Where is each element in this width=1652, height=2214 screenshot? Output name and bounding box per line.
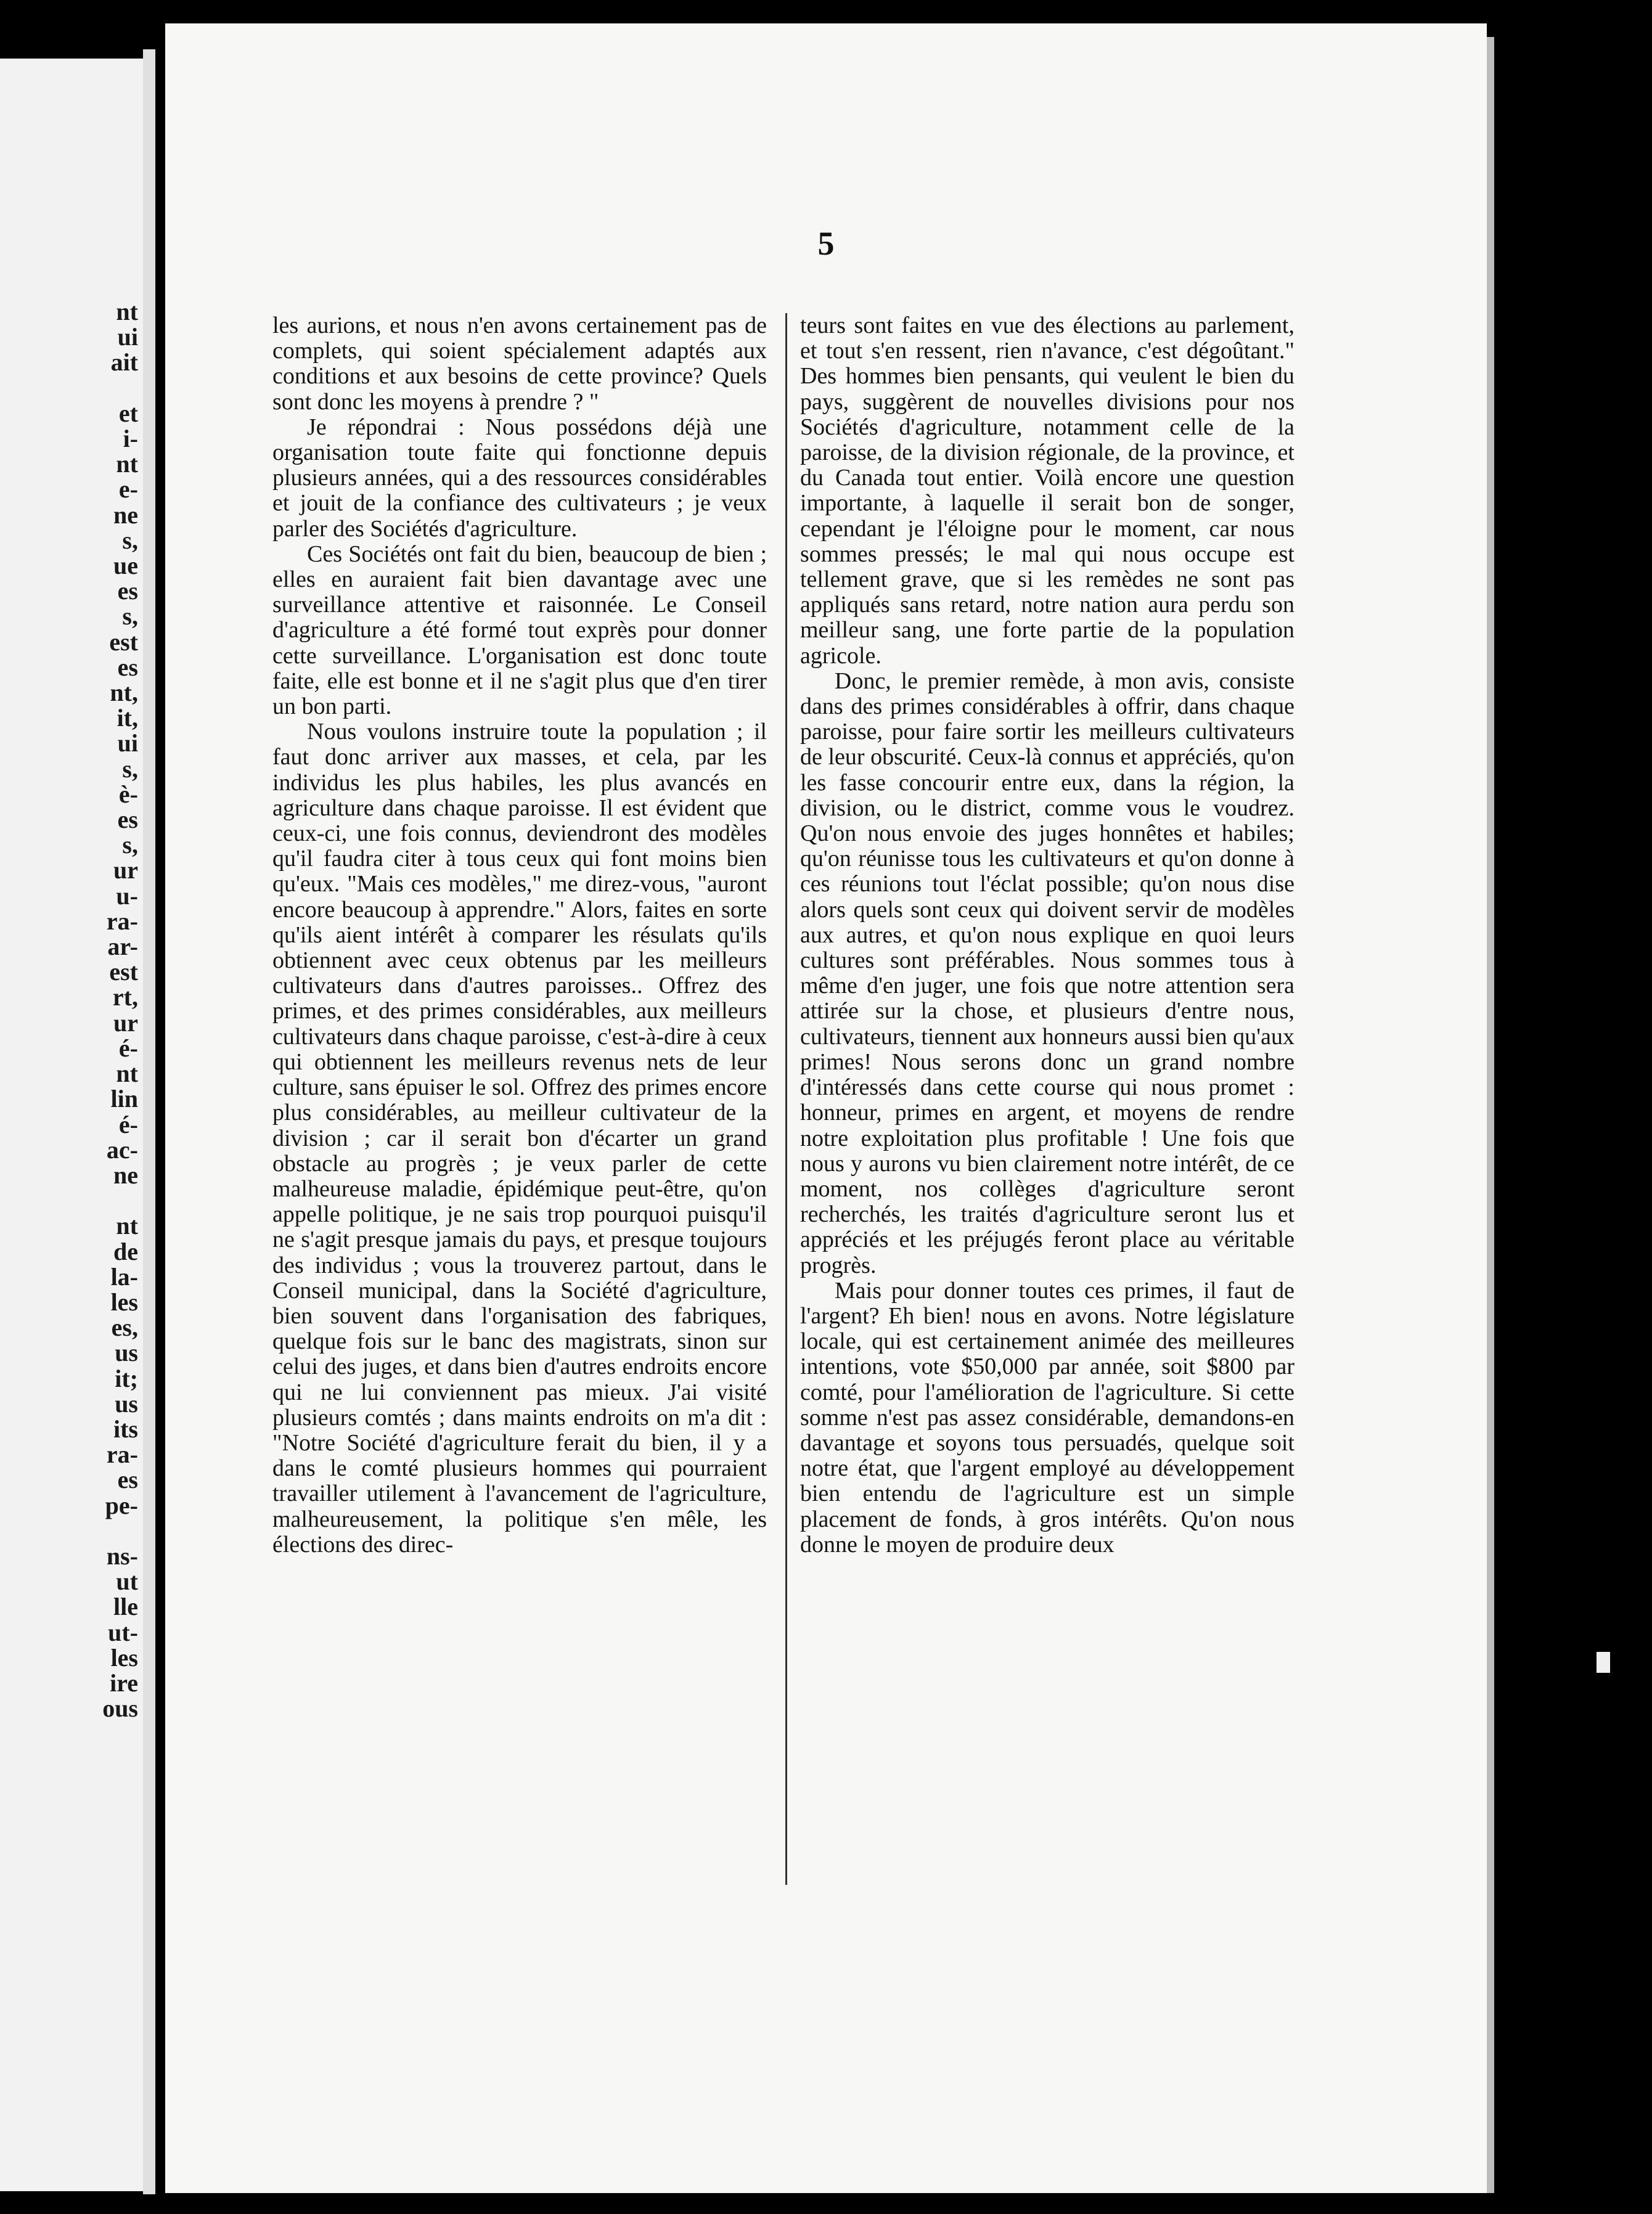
fragment-line — [64, 1188, 138, 1213]
fragment-line: ns- — [106, 1542, 138, 1570]
paragraph: teurs sont faites en vue des élections au parlement, et tout s'en ressent, rien n'avance, c'est dégoûtant." Des hommes bien pensants, qui veulent le bien du pays, suggèrent de nouvelles divisions pour nos Sociétés d'agriculture, notamment celle de la paroisse, de la division régionale, de la province, et du Canada tout entier. Voilà encore une question importante, à laquelle il serait bon de songer, cependant je l'éloigne pour le moment, car nous sommes pressés; le mal qui nous occupe est tellement grave, que si les remèdes ne sont pas appliqués sans retard, notre nation aura perdu son meilleur sang, une forte partie de la population agricole. — [800, 312, 1294, 669]
paragraph: Je répondrai : Nous possédons déjà une organisation toute faite qui fonctionne depuis plusieurs années, qui a des ressources considérables et jouit de la confiance des cultivateurs ; je veux parler des Sociétés d'agriculture. — [272, 414, 767, 542]
text-column-left — [272, 313, 767, 1558]
fragment-line: it, — [117, 704, 138, 732]
paragraph: Nous voulons instruire toute la population ; il faut donc arriver aux masses, et cela, par les individus les plus habiles, les plus avancés en agriculture dans chaque paroisse. Il est évident que ceux-ci, une fois connus, deviendront des modèles qu'il faudra citer à tous ceux qui font moins bien qu'eux. "Mais ces modèles," me direz-vous, "auront encore beaucoup à apprendre." Alors, faites en sorte qu'ils aient intérêt à comparer les résulats qu'ils obtiennent avec ceux obtenus par les meilleurs cultivateurs dans d'autres paroisses.. Offrez des primes, et des primes considérables, aux meilleurs cultivateurs dans chaque paroisse, c'est-à-dire à ceux qui obtiennent les meilleurs revenus nets de leur culture, sans épuiser le sol. Offrez des primes encore plus considérables, au meilleur cultivateur de la division ; car il serait bon d'écarter un grand obstacle au progrès ; je veux parler de cette malheureuse maladie, épidémique peut-être, qu'on appelle politique, je ne sais trop pourquoi puisqu'il ne s'agit presque jamais du pays, et presque toujours des individus ; vous la trouverez partout, dans le Conseil municipal, dans la Société d'agriculture, bien souvent dans l'organisation des fabriques, quelque fois sur le banc des magistrats, sinon sur celui des juges, et dans bien d'autres endroits encore qui ne lui conviennent pas mieux. J'ai visité plusieurs comtés ; dans maints endroits on m'a dit : "Notre Société d'agriculture ferait du bien, il y a dans le comté plusieurs hommes qui pourraient travailler utilement à l'avancement de l'agriculture, malheureusement, la politique s'en mêle, les élections des direc- — [272, 719, 767, 1558]
scan-speck — [1597, 1652, 1610, 1673]
fragment-line: ait — [110, 348, 138, 377]
facing-page-text-fragment — [64, 299, 138, 1721]
page-shadow — [1487, 37, 1494, 2193]
fragment-line: rt, — [112, 983, 138, 1011]
document-page — [165, 23, 1487, 2193]
paragraph: Mais pour donner toutes ces primes, il faut de l'argent? Eh bien! nous en avons. Notre législature locale, qui est certainement animée des meilleures intentions, vote $50,000 par année, soit $800 par comté, pour l'amélioration de l'agriculture. Si cette somme n'est pas assez considérable, demandons-en davantage et soyons tous persuadés, quelque soit notre état, que l'argent employé au développement bien entendu de l'agriculture est un simple placement de fonds, à gros intérêts. Qu'on nous donne le moyen de produire deux — [800, 1277, 1294, 1558]
fragment-line: e- — [118, 475, 138, 504]
fragment-line: ut- — [108, 1618, 138, 1646]
fragment-line: nt, — [110, 679, 138, 707]
fragment-line: ra- — [106, 1440, 138, 1469]
fragment-line: s, — [122, 754, 138, 783]
fragment-line: its — [113, 1415, 138, 1443]
text-column-right — [800, 313, 1294, 1558]
fragment-line: ous — [102, 1694, 138, 1723]
fragment-line: es — [117, 577, 138, 605]
fragment-line: lle — [113, 1593, 138, 1621]
fragment-line: et — [118, 399, 138, 427]
fragment-line: it; — [115, 1364, 138, 1392]
fragment-line: ui — [117, 323, 138, 351]
fragment-line: les — [110, 1643, 138, 1672]
fragment-line: us — [115, 1339, 138, 1367]
fragment-line: nt — [116, 1212, 138, 1240]
fragment-line: s, — [122, 526, 138, 554]
fragment-line: i- — [123, 425, 138, 453]
fragment-line: es — [117, 806, 138, 834]
fragment-line: ar- — [107, 933, 138, 961]
fragment-line: ire — [110, 1669, 138, 1697]
fragment-line: nt — [116, 1060, 138, 1088]
page-number: 5 — [817, 225, 835, 262]
fragment-line: pe- — [105, 1491, 138, 1519]
fragment-line: es, — [111, 1313, 138, 1342]
paragraph: Donc, le premier remède, à mon avis, consiste dans des primes considérables à offrir, dans chaque paroisse, pour faire sortir les meilleurs cultivateurs de leur obscurité. Ceux-là connus et appréciés, qu'on les fasse concourir entre eux, dans la région, la division, ou le district, comme vous le voudrez. Qu'on nous envoie des juges honnêtes et habiles; qu'on réunisse tous les cultivateurs et qu'on donne à ces réunions tout l'éclat possible; qu'on nous dise alors quels sont ceux qui doivent servir de modèles aux autres, et qu'on nous explique en quoi leurs cultures sont préférables. Nous sommes tous à même d'en juger, une fois que notre attention sera attirée sur la chose, et plusieurs d'entre nous, cultivateurs, tiennent aux honneurs aussi bien qu'aux primes! Nous serons donc un grand nombre d'intéressés dans cette course qui nous promet : honneur, primes en argent, et moyens de rendre notre exploitation plus profitable ! Une fois que nous y aurons vu bien clairement notre intérêt, de ce moment, nos collèges d'agriculture seront recherchés, les traités d'agriculture seront lus et appréciés et les préjugés feront place au véritable progrès. — [800, 668, 1294, 1278]
facing-page-border — [143, 49, 155, 2194]
fragment-line — [64, 1518, 138, 1543]
fragment-line — [64, 375, 138, 401]
fragment-line: la- — [110, 1262, 138, 1291]
fragment-line: nt — [116, 298, 138, 325]
fragment-line: ur — [113, 1008, 138, 1037]
fragment-line: lin — [110, 1085, 138, 1113]
fragment-line: ac- — [106, 1135, 138, 1164]
paragraph: Ces Sociétés ont fait du bien, beaucoup de bien ; elles en auraient fait bien davantage avec une surveillance attentive et raisonnée. Le Conseil d'agriculture a été formé tout exprès pour donner cette surveillance. L'organisation est donc toute faite, elle est bonne et il ne s'agit plus que d'en tirer un bon parti. — [272, 541, 767, 720]
fragment-line: de — [113, 1237, 138, 1265]
fragment-line: ur — [113, 856, 138, 884]
fragment-line: us — [115, 1389, 138, 1418]
fragment-line: est — [109, 958, 138, 986]
column-divider — [785, 313, 787, 1885]
fragment-line: les — [110, 1288, 138, 1316]
fragment-line: ut — [116, 1567, 138, 1596]
paragraph: les aurions, et nous n'en avons certainement pas de complets, qui soient spécialement adaptés aux conditions et aux besoins de cette province? Quels sont donc les moyens à prendre ? " — [272, 312, 767, 415]
fragment-line: ui — [117, 729, 138, 758]
fragment-line: est — [109, 627, 138, 656]
fragment-line: è- — [118, 780, 138, 808]
fragment-line: ne — [113, 1161, 138, 1189]
fragment-line: u- — [116, 881, 138, 910]
fragment-line: s, — [122, 831, 138, 859]
fragment-line: ue — [113, 552, 138, 580]
fragment-line: ra- — [106, 907, 138, 935]
fragment-line: é- — [118, 1034, 138, 1062]
fragment-line: es — [117, 1466, 138, 1494]
facing-page-edge — [0, 59, 143, 2191]
fragment-line: ne — [113, 500, 138, 529]
fragment-line: s, — [122, 602, 138, 631]
fragment-line: es — [117, 653, 138, 681]
fragment-line: é- — [118, 1110, 138, 1138]
fragment-line: nt — [116, 450, 138, 478]
